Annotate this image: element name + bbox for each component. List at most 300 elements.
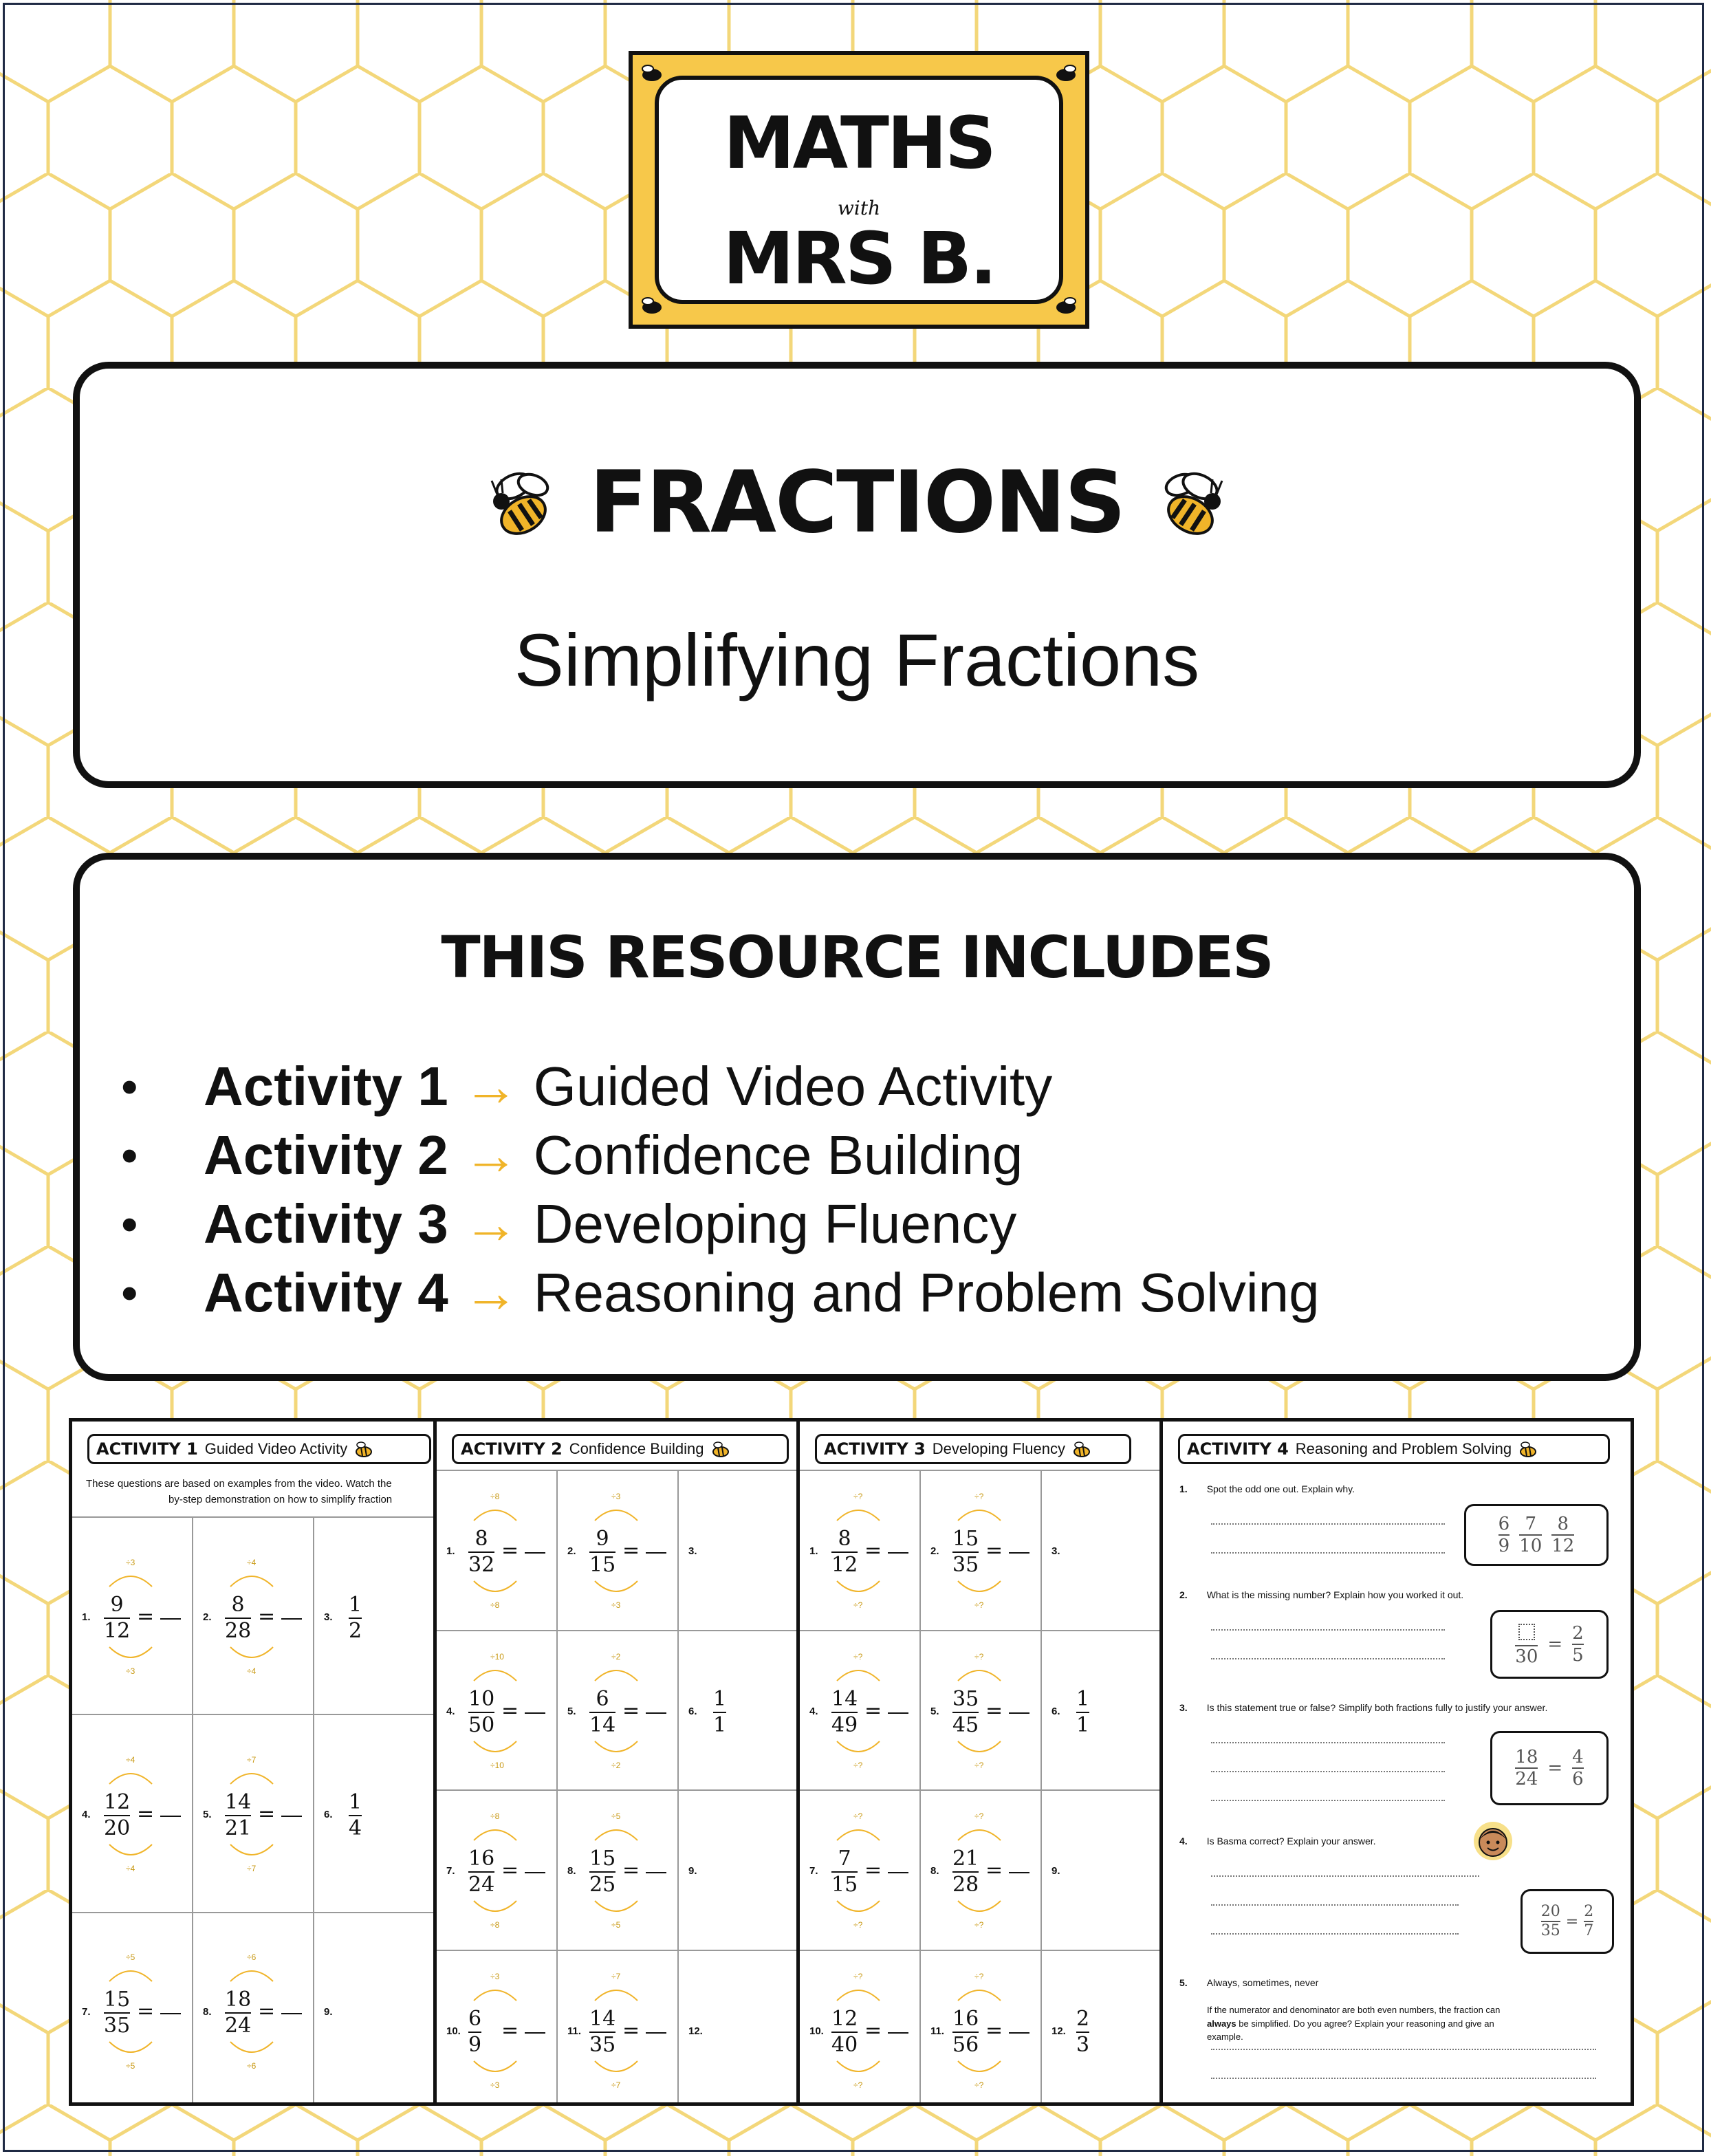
problem-number: 4.	[446, 1705, 455, 1717]
divide-arrow-icon	[833, 1578, 884, 1599]
problem-number: 7.	[82, 2006, 91, 2018]
worksheet-preview-activity-4	[1159, 1418, 1634, 2106]
activity-label: Activity 4	[204, 1262, 448, 1323]
problem-number: 2.	[930, 1545, 939, 1558]
denominator: 4	[349, 1816, 362, 1840]
answer-blank[interactable]	[646, 1872, 666, 1873]
divisor-label: ÷5	[611, 1920, 621, 1930]
fraction	[468, 1686, 495, 1737]
denominator: 24	[468, 1873, 495, 1897]
divide-arrow-icon	[833, 1663, 884, 1684]
divide-arrow-icon	[954, 1503, 1005, 1523]
divisor-label: ÷?	[974, 1600, 984, 1611]
bullet: •	[121, 1060, 138, 1113]
denominator: 35	[104, 2014, 131, 2038]
worksheet-title: Confidence Building	[569, 1440, 704, 1457]
list-item	[121, 1259, 1320, 1327]
problem-cell	[314, 1516, 438, 1714]
divide-arrow-icon	[591, 1898, 642, 1919]
problem-number: 9.	[1051, 1865, 1060, 1877]
missing-number-box	[1518, 1624, 1535, 1640]
denominator: 15	[589, 1553, 616, 1578]
fraction	[104, 1592, 131, 1643]
problem-number: 6.	[688, 1705, 697, 1717]
divide-arrow-icon	[105, 1842, 156, 1862]
fraction	[589, 1686, 616, 1737]
fraction	[225, 1592, 252, 1643]
answer-blank[interactable]	[525, 1552, 545, 1554]
question-text: Always, sometimes, never	[1206, 1977, 1319, 1988]
denominator: 10	[1519, 1536, 1543, 1556]
problem-number: 1.	[809, 1545, 818, 1558]
problem-number: 4.	[82, 1808, 91, 1820]
divide-arrow-icon	[470, 1578, 521, 1599]
divide-arrow-icon	[470, 1898, 521, 1919]
logo-line-mrs-b: MRS B.	[723, 217, 995, 301]
numerator: 1	[1076, 1686, 1090, 1711]
divisor-label: ÷?	[974, 1811, 984, 1822]
worksheet-intro	[86, 1477, 392, 1507]
answer-line	[1211, 1629, 1445, 1631]
answer-line	[1211, 1904, 1459, 1906]
divisor-label: ÷?	[974, 1492, 984, 1502]
numerator: 2	[1076, 2006, 1090, 2031]
activity-description: Confidence Building	[533, 1124, 1023, 1186]
numerator: 12	[831, 2006, 858, 2031]
numerator: 9	[110, 1592, 124, 1617]
numerator: 8	[475, 1527, 488, 1551]
divide-arrow-icon	[954, 1898, 1005, 1919]
list-item	[121, 1190, 1320, 1259]
bee-icon	[638, 65, 666, 83]
worksheet-activity-label: ACTIVITY 2	[461, 1439, 563, 1459]
divisor-label: ÷4	[126, 1754, 135, 1765]
fraction	[349, 1789, 362, 1840]
numerator: 14	[589, 2006, 616, 2031]
problem-number: 3.	[1051, 1545, 1060, 1558]
fraction	[104, 1990, 130, 2036]
statement-text: If the numerator and denominator are both even numbers, the fraction can	[1207, 2005, 1501, 2015]
divide-arrow-icon	[954, 1983, 1005, 2003]
worksheet-header	[815, 1434, 1131, 1464]
divisor-label: ÷3	[126, 1666, 135, 1676]
divide-arrow-icon	[833, 1822, 884, 1843]
problem-number: 5.	[567, 1705, 576, 1717]
worksheet-header	[452, 1434, 789, 1464]
divide-arrow-icon	[226, 1569, 277, 1589]
numerator: 2	[1572, 1623, 1584, 1644]
bee-icon	[353, 1439, 375, 1459]
bee-icon	[1071, 1439, 1093, 1459]
divisor-label: ÷?	[853, 1492, 863, 1502]
answer-blank[interactable]	[888, 1712, 908, 1714]
answer-blank[interactable]	[888, 1872, 908, 1873]
answer-blank[interactable]	[525, 1872, 545, 1873]
answer-blank[interactable]	[281, 2013, 302, 2014]
problem-cell	[800, 1950, 921, 2106]
question-text: Is Basma correct? Explain your answer.	[1206, 1836, 1376, 1847]
answer-line	[1211, 1523, 1445, 1525]
divide-arrow-icon	[833, 1983, 884, 2003]
denominator: 14	[589, 1712, 616, 1737]
equals-sign: =	[258, 1604, 276, 1629]
divisor-label: ÷?	[853, 1811, 863, 1822]
fraction	[1515, 1748, 1538, 1788]
equals-sign: =	[622, 1538, 640, 1563]
divisor-label: ÷3	[490, 2080, 500, 2090]
numerator: 6	[596, 1686, 609, 1711]
worksheet-previews	[69, 1418, 1634, 2106]
problem-cell	[558, 1950, 679, 2106]
problem-cell	[1042, 1950, 1166, 2106]
problem-cell	[437, 1470, 558, 1630]
statement-emphasis: always	[1207, 2018, 1236, 2029]
fraction	[831, 1529, 858, 1576]
fraction	[713, 1686, 727, 1737]
equals-sign: =	[137, 1604, 155, 1629]
worksheet-header	[1178, 1434, 1610, 1464]
activity-label: Activity 3	[204, 1193, 448, 1254]
problem-number: 7.	[809, 1865, 818, 1877]
problem-number: 2.	[203, 1611, 212, 1623]
problem-cell	[800, 1630, 921, 1790]
numerator: 10	[468, 1686, 495, 1711]
denominator: 49	[831, 1712, 858, 1737]
question-5-statement	[1207, 2003, 1510, 2044]
bee-icon	[638, 297, 666, 315]
divisor-label: ÷?	[853, 2080, 863, 2090]
numerator: 9	[596, 1527, 609, 1551]
divide-arrow-icon	[470, 1983, 521, 2003]
activity-description: Developing Fluency	[533, 1193, 1017, 1254]
fraction	[1519, 1515, 1542, 1555]
problem-number: 3.	[688, 1545, 697, 1558]
question-2	[1179, 1589, 1463, 1600]
divisor-label: ÷5	[126, 2061, 135, 2071]
problem-number: 11.	[930, 2025, 945, 2037]
problem-cell	[193, 1912, 314, 2106]
divide-arrow-icon	[105, 1766, 156, 1787]
divisor-label: ÷5	[126, 1952, 135, 1963]
denominator: 12	[831, 1553, 858, 1578]
problem-cell	[193, 1714, 314, 1911]
arrow-right-icon: →	[463, 1262, 519, 1323]
numerator: 16	[468, 1847, 495, 1871]
denominator: 30	[1515, 1646, 1538, 1667]
question-5	[1179, 1977, 1318, 1988]
denominator: 20	[104, 1816, 131, 1840]
fraction	[1515, 1624, 1538, 1666]
answer-blank[interactable]	[160, 1816, 181, 1817]
divisor-label: ÷?	[974, 2080, 984, 2090]
divide-arrow-icon	[591, 1983, 642, 2003]
title-card	[73, 362, 1641, 788]
fraction	[1499, 1515, 1510, 1555]
answer-blank[interactable]	[281, 1816, 302, 1817]
answer-blank[interactable]	[281, 1618, 302, 1620]
q4-fractions-box	[1521, 1889, 1614, 1954]
intro-line: These questions are based on examples from the video. Watch the	[86, 1478, 392, 1490]
denominator: 1	[1076, 1712, 1090, 1737]
equals-sign: =	[501, 1538, 519, 1563]
divisor-label: ÷8	[490, 1600, 500, 1611]
numerator: 18	[225, 1988, 252, 2012]
divide-arrow-icon	[105, 1963, 156, 1984]
activity-description: Reasoning and Problem Solving	[533, 1262, 1320, 1323]
numerator: 21	[952, 1847, 979, 1871]
worksheet-preview-activity-3	[796, 1418, 1168, 2106]
answer-blank[interactable]	[160, 1618, 181, 1620]
answer-blank[interactable]	[646, 1552, 666, 1554]
page-subtitle: Simplifying Fractions	[514, 618, 1200, 701]
question-3	[1179, 1702, 1547, 1713]
activity-description: Guided Video Activity	[533, 1056, 1053, 1117]
divide-arrow-icon	[105, 1569, 156, 1589]
fraction	[1076, 1686, 1090, 1737]
fraction	[831, 1686, 858, 1737]
answer-blank[interactable]	[888, 1552, 908, 1554]
problem-cell	[72, 1516, 193, 1714]
denominator: 9	[1498, 1536, 1510, 1556]
divisor-label: ÷3	[490, 1971, 500, 1981]
problem-number: 8.	[203, 2006, 212, 2018]
title-row	[80, 453, 1634, 552]
problem-cell	[1042, 1789, 1166, 1950]
equals-sign: =	[864, 1538, 882, 1563]
problem-cell	[558, 1630, 679, 1790]
numerator: 1	[349, 1592, 362, 1617]
divide-arrow-icon	[226, 1644, 277, 1665]
answer-blank[interactable]	[646, 2032, 666, 2034]
problem-cell	[1042, 1630, 1166, 1790]
arrow-right-icon: →	[463, 1056, 519, 1117]
fraction	[1541, 1904, 1560, 1939]
numerator: 6	[468, 2006, 482, 2031]
logo-label	[655, 76, 1063, 304]
numerator: 8	[231, 1592, 245, 1617]
numerator: 20	[1540, 1903, 1560, 1920]
worksheet-title: Reasoning and Problem Solving	[1295, 1440, 1512, 1457]
divisor-label: ÷3	[611, 1600, 621, 1611]
problem-number: 12.	[1051, 2025, 1066, 2037]
denominator: 21	[225, 1816, 252, 1840]
student-avatar-icon	[1472, 1820, 1514, 1862]
divisor-label: ÷4	[247, 1666, 257, 1676]
q3-fractions-box	[1490, 1731, 1609, 1805]
divide-arrow-icon	[833, 2058, 884, 2079]
divide-arrow-icon	[226, 2039, 277, 2060]
answer-line	[1211, 1742, 1445, 1743]
answer-blank[interactable]	[525, 1712, 545, 1714]
denominator: 40	[831, 2032, 858, 2057]
denominator: 35	[1540, 1922, 1560, 1939]
problem-number: 4.	[809, 1705, 818, 1717]
divide-arrow-icon	[954, 1822, 1005, 1843]
bee-icon	[1149, 461, 1232, 544]
divisor-label: ÷?	[853, 1971, 863, 1981]
divide-arrow-icon	[954, 1739, 1005, 1759]
problem-number: 9.	[324, 2006, 333, 2018]
fraction	[1551, 1515, 1574, 1555]
arrow-right-icon: →	[463, 1193, 519, 1254]
worksheet-preview-activity-1	[69, 1418, 440, 2106]
answer-blank[interactable]	[1009, 2032, 1029, 2034]
numerator: 2	[1584, 1903, 1594, 1920]
equals-sign: =	[622, 2018, 640, 2043]
divide-arrow-icon	[833, 1503, 884, 1523]
brand-logo	[629, 51, 1089, 329]
answer-blank[interactable]	[160, 2013, 181, 2014]
fraction	[589, 2006, 616, 2057]
answer-blank[interactable]	[1009, 1712, 1029, 1714]
problem-cell	[72, 1714, 193, 1911]
equals-sign: =	[985, 1538, 1003, 1563]
denominator: 1	[713, 1712, 727, 1737]
denominator: 7	[1584, 1922, 1594, 1939]
bee-icon	[1052, 297, 1080, 315]
problem-number: 10.	[446, 2025, 461, 2037]
arrow-right-icon: →	[463, 1124, 519, 1186]
problem-cell	[437, 1789, 558, 1950]
problem-number: 1.	[82, 1611, 91, 1623]
problem-number: 10.	[809, 2025, 824, 2037]
problem-cell	[921, 1470, 1042, 1630]
divisor-label: ÷?	[974, 1971, 984, 1981]
problem-cell	[800, 1470, 921, 1630]
problem-cell	[679, 1950, 803, 2106]
problem-cell	[558, 1789, 679, 1950]
divisor-label: ÷4	[126, 1863, 135, 1873]
question-number: 4.	[1179, 1836, 1188, 1847]
denominator: 32	[468, 1553, 495, 1578]
logo-line-maths: MATHS	[723, 101, 994, 185]
numerator: 8	[838, 1527, 851, 1551]
equals-sign: =	[864, 1858, 882, 1883]
equals-sign: =	[985, 1698, 1003, 1723]
problem-number: 11.	[567, 2025, 582, 2037]
problem-cell	[921, 1789, 1042, 1950]
fraction	[952, 1686, 979, 1737]
intro-line: by-step demonstration on how to simplify fraction	[168, 1493, 393, 1505]
problem-number: 5.	[203, 1808, 212, 1820]
fraction	[1076, 2006, 1090, 2057]
q2-fractions-box	[1490, 1610, 1609, 1679]
equals-sign: =	[137, 1999, 155, 2024]
denominator: 15	[831, 1873, 858, 1897]
fraction	[952, 1529, 979, 1576]
worksheet-activity-label: ACTIVITY 4	[1187, 1439, 1289, 1459]
bee-icon	[1052, 65, 1080, 83]
equals-sign: =	[1547, 1758, 1563, 1778]
fraction	[831, 2006, 858, 2057]
answer-blank[interactable]	[646, 1712, 666, 1714]
problem-cell	[679, 1470, 803, 1630]
answer-line	[1211, 1771, 1445, 1772]
q1-fractions-box	[1464, 1504, 1609, 1566]
equals-sign: =	[985, 1858, 1003, 1883]
includes-heading: THIS RESOURCE INCLUDES	[441, 924, 1273, 991]
numerator: 6	[1498, 1514, 1510, 1534]
numerator: 4	[1572, 1747, 1584, 1767]
problem-cell	[679, 1789, 803, 1950]
denominator: 56	[952, 2032, 979, 2057]
divisor-label: ÷7	[611, 1971, 621, 1981]
problem-number: 8.	[567, 1865, 576, 1877]
question-text: Is this statement true or false? Simplify both fractions fully to justify your answer.	[1206, 1702, 1548, 1713]
divide-arrow-icon	[226, 1766, 277, 1787]
worksheet-activity-label: ACTIVITY 3	[824, 1439, 926, 1459]
divisor-label: ÷2	[611, 1651, 621, 1662]
worksheet-title: Guided Video Activity	[204, 1440, 348, 1457]
divisor-label: ÷3	[611, 1492, 621, 1502]
problem-cell	[921, 1630, 1042, 1790]
fraction	[952, 2006, 979, 2057]
divisor-label: ÷10	[490, 1651, 504, 1662]
divisor-label: ÷?	[974, 1651, 984, 1662]
numerator: 12	[104, 1789, 131, 1814]
problem-cell	[437, 1950, 558, 2106]
answer-line	[1211, 1875, 1479, 1877]
worksheet-title: Developing Fluency	[932, 1440, 1066, 1457]
divisor-label: ÷7	[611, 2080, 621, 2090]
fraction	[952, 1849, 979, 1895]
numerator: 1	[713, 1686, 727, 1711]
worksheet-activity-label: ACTIVITY 1	[96, 1439, 198, 1459]
fraction	[468, 2006, 482, 2057]
answer-blank[interactable]	[1009, 1552, 1029, 1554]
denominator: 12	[1551, 1536, 1575, 1556]
worksheet-header	[87, 1434, 431, 1464]
divide-arrow-icon	[591, 1822, 642, 1843]
problem-cell	[921, 1950, 1042, 2106]
fraction	[1572, 1624, 1584, 1664]
question-1	[1179, 1483, 1355, 1494]
divisor-label: ÷?	[974, 1760, 984, 1770]
divisor-label: ÷4	[247, 1557, 257, 1567]
worksheet-preview-activity-2	[433, 1418, 805, 2106]
denominator: 3	[1076, 2032, 1090, 2057]
equals-sign: =	[137, 1801, 155, 1826]
divisor-label: ÷?	[853, 1760, 863, 1770]
divide-arrow-icon	[105, 2039, 156, 2060]
divide-arrow-icon	[954, 1578, 1005, 1599]
problem-cell	[314, 1912, 438, 2106]
divide-arrow-icon	[591, 1663, 642, 1684]
divisor-label: ÷10	[490, 1760, 504, 1770]
divisor-label: ÷7	[247, 1863, 257, 1873]
numerator: 16	[952, 2006, 979, 2031]
problem-cell	[1042, 1470, 1166, 1630]
divide-arrow-icon	[470, 1663, 521, 1684]
divisor-label: ÷?	[974, 1920, 984, 1930]
problem-number: 3.	[324, 1611, 333, 1623]
problem-number: 6.	[1051, 1705, 1060, 1717]
divide-arrow-icon	[833, 1898, 884, 1919]
problem-number: 6.	[324, 1808, 333, 1820]
divisor-label: ÷6	[247, 2061, 257, 2071]
denominator: 12	[104, 1618, 131, 1643]
numerator: 15	[952, 1527, 979, 1551]
denominator: 35	[952, 1553, 979, 1578]
denominator: 35	[589, 2032, 616, 2057]
bullet: •	[121, 1266, 138, 1320]
question-text: What is the missing number? Explain how you worked it out.	[1206, 1589, 1464, 1600]
question-number: 1.	[1179, 1483, 1188, 1494]
answer-blank[interactable]	[1009, 1872, 1029, 1873]
answer-blank[interactable]	[888, 2032, 908, 2034]
answer-blank[interactable]	[525, 2032, 545, 2034]
answer-line	[1211, 1552, 1445, 1554]
